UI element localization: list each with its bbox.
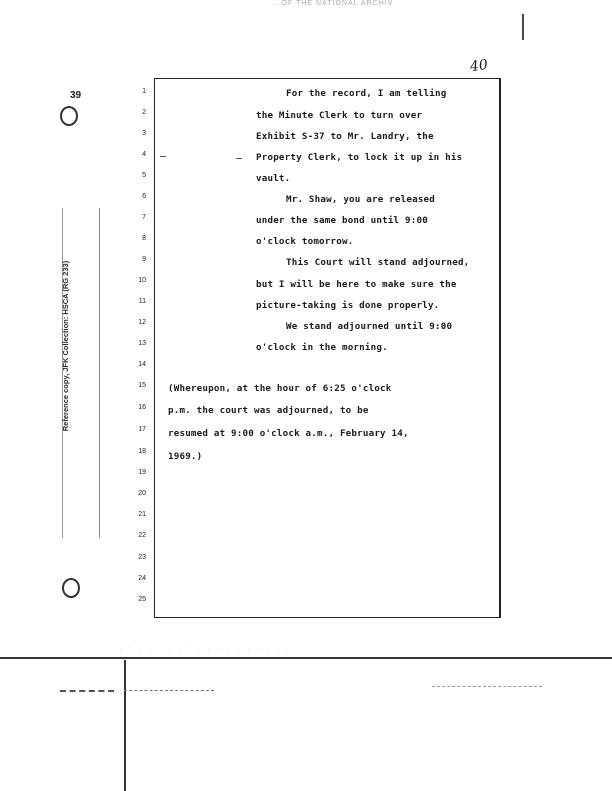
line-number: 1 xyxy=(142,88,146,95)
transcript-line: We stand adjourned until 9:00 xyxy=(286,321,453,332)
line-number: 8 xyxy=(142,235,146,242)
line-number: 17 xyxy=(138,426,146,433)
line-number: 14 xyxy=(138,361,146,368)
handwritten-page-number: 40 xyxy=(468,56,489,76)
transcript-line: o'clock tomorrow. xyxy=(256,236,354,247)
line-number: 4 xyxy=(142,151,146,158)
transcript-line: vault. xyxy=(256,173,291,184)
punch-hole-icon xyxy=(60,106,78,126)
transcript-line: 1969.) xyxy=(168,451,203,462)
line-number: 18 xyxy=(138,448,146,455)
scan-artifact: . ' . . . . . ' . . . . . . . . . . xyxy=(120,645,292,652)
transcript-line: (Whereupon, at the hour of 6:25 o'clock xyxy=(168,383,392,394)
transcript-line: Mr. Shaw, you are released xyxy=(286,194,436,205)
transcript-line: resumed at 9:00 o'clock a.m., February 14, xyxy=(168,428,409,439)
margin-mark xyxy=(522,14,524,40)
line-number: 15 xyxy=(138,382,146,389)
page-number: 39 xyxy=(70,90,82,101)
transcript-line: o'clock in the morning. xyxy=(256,342,388,353)
transcript-line: Exhibit S-37 to Mr. Landry, the xyxy=(256,131,434,142)
line-number: 21 xyxy=(138,511,146,518)
line-number: 16 xyxy=(138,404,146,411)
transcript-line: picture-taking is done properly. xyxy=(256,300,440,311)
punch-hole-icon xyxy=(62,578,80,598)
line-number: 9 xyxy=(142,256,146,263)
scan-artifact xyxy=(124,690,214,692)
transcript-line: This Court will stand adjourned, xyxy=(286,257,470,268)
line-number: 12 xyxy=(138,319,146,326)
transcript-line: but I will be here to make sure the xyxy=(256,279,457,290)
reference-copy-label: Reference copy, JFK Collection: HSCA (RG 233) xyxy=(61,260,70,432)
transcript-line: For the record, I am telling xyxy=(286,88,447,99)
line-number: 22 xyxy=(138,532,146,539)
line-number: 23 xyxy=(138,554,146,561)
line-number: 5 xyxy=(142,172,146,179)
archive-stamp: ...OF THE NATIONAL ARCHIV xyxy=(272,0,394,7)
line-number: 7 xyxy=(142,214,146,221)
transcript-line: Property Clerk, to lock it up in his xyxy=(256,152,463,163)
line-number: 20 xyxy=(138,490,146,497)
transcript-line: under the same bond until 9:00 xyxy=(256,215,428,226)
line-number: 10 xyxy=(138,277,146,284)
transcript-line: p.m. the court was adjourned, to be xyxy=(168,405,369,416)
line-number: 24 xyxy=(138,575,146,582)
scan-artifact xyxy=(60,690,114,693)
line-number: 3 xyxy=(142,130,146,137)
line-number: 2 xyxy=(142,109,146,116)
line-number: 6 xyxy=(142,193,146,200)
line-number: 25 xyxy=(138,596,146,603)
transcript-line: the Minute Clerk to turn over xyxy=(256,110,423,121)
line-number: 11 xyxy=(138,298,146,305)
line-number: 19 xyxy=(138,469,146,476)
scan-edge-line xyxy=(124,660,126,791)
line-number: 13 xyxy=(138,340,146,347)
scan-artifact xyxy=(432,686,542,688)
scan-edge-line xyxy=(0,657,612,659)
